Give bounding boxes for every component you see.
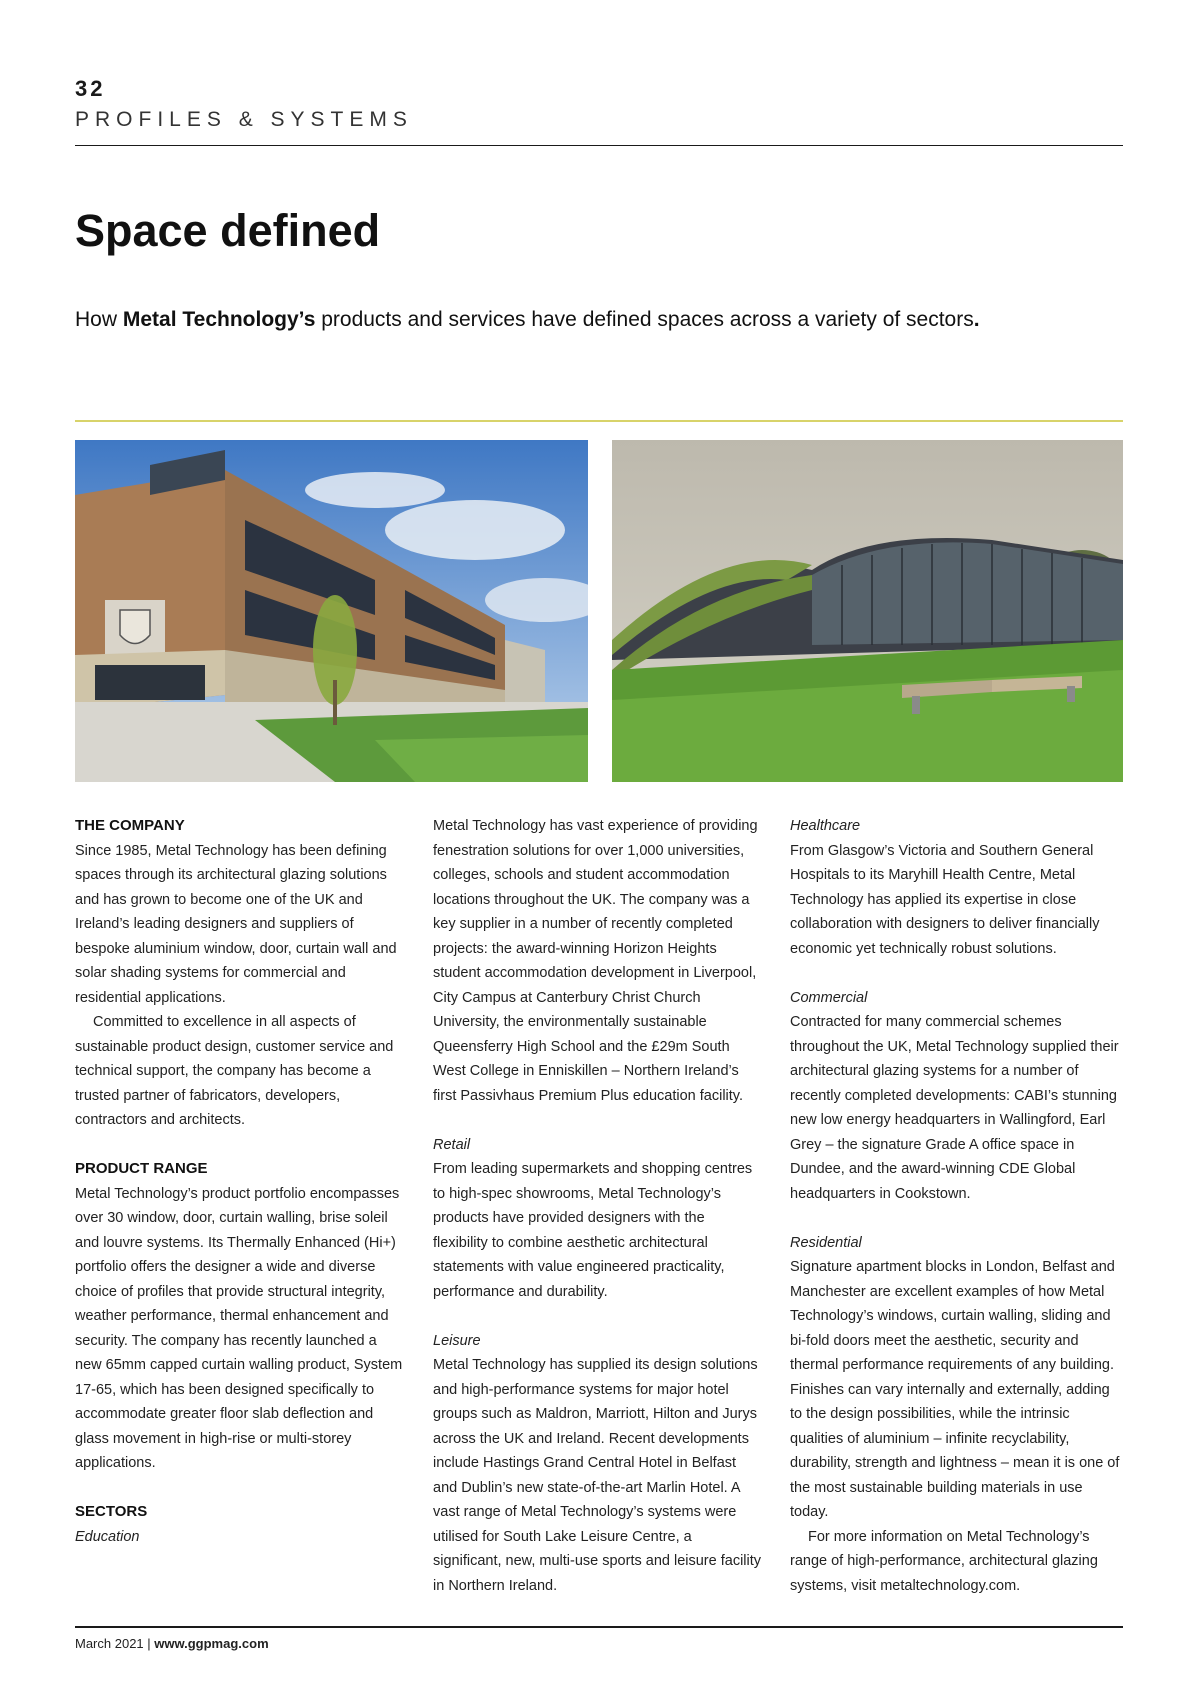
company-paragraph-1: Since 1985, Metal Technology has been defining spaces through its architectural glazing solutions and has grown to become one of the UK and Ireland’s leading designers and suppliers of bespoke aluminium window, door, curtain wall and solar shading systems for commercial and residential applications. (75, 842, 397, 1006)
residential-paragraph-1: Signature apartment blocks in London, Belfast and Manchester are excellent examples of how Metal Technology’s windows, curtain walling, sliding and bi-fold doors meet the aesthetic, security and thermal performance requirements of any building. Finishes can vary internally and externally, adding to the design possibilities, while the intrinsic qualities of aluminium – infinite recyclability, durability, strength and lightness – mean it is one of the most sustainable building materials in use today. (790, 1259, 1120, 1520)
healthcare-paragraph: From Glasgow’s Victoria and Southern General Hospitals to its Maryhill Health Centre, Metal Technology has applied its expertise in close collaboration with designers to deliver financially economic yet technically robust solutions. (790, 842, 1100, 957)
residential-paragraph-2: For more information on Metal Technology’s range of high-performance, architectural glazing systems, visit metaltechnology.com. (790, 1528, 1098, 1594)
standfirst (75, 308, 1123, 332)
photo-education-building (75, 440, 588, 782)
accent-rule (75, 420, 1123, 422)
commercial-heading: Commercial (790, 989, 868, 1006)
standfirst-bold: Metal Technology’s (122, 308, 316, 331)
page-number: 32 (75, 76, 106, 101)
product-range-paragraph: Metal Technology’s product portfolio encompasses over 30 window, door, curtain walling, brise soleil and louvre systems. Its Thermally Enhanced (Hi+) portfolio offers the designer a wide and diverse choice of profiles that provide structural integrity, weather performance, thermal enhancement and security. The company has recently launched a new 65mm capped curtain walling product, System 17-65, which has been designed specifically to accommodate greater floor slab deflection and glass movement in high-rise or multi-storey applications. (75, 1185, 403, 1471)
footer-date: March 2021 (75, 1636, 144, 1651)
footer-rule (75, 1626, 1123, 1628)
standfirst-post: products and services have defined spaces across a variety of sectors (315, 308, 974, 331)
footer-separator: | (143, 1636, 155, 1651)
leisure-paragraph: Metal Technology has supplied its design solutions and high-performance systems for major hotel groups such as Maldron, Marriott, Hilton and Jurys across the UK and Ireland. Recent developments include Hastings Grand Central Hotel in Belfast and Dublin’s new state-of-the-art Marlin Hotel. A vast range of Metal Technology’s systems were utilised for South Lake Leisure Centre, a significant, new, multi-use sports and leisure facility in Northern Ireland. (433, 1357, 762, 1594)
photo-green-roof-building (612, 440, 1123, 782)
sectors-heading: SECTORS (75, 1503, 148, 1520)
footer (75, 1636, 269, 1651)
page-title: Space defined (75, 205, 381, 256)
retail-paragraph: From leading supermarkets and shopping centres to high-spec showrooms, Metal Technology’s products have provided designers with the flexibility to combine aesthetic architectural statements with value engineered practicality, performance and durability. (433, 1161, 753, 1300)
section-label: PROFILES & SYSTEMS (75, 108, 413, 131)
commercial-paragraph: Contracted for many commercial schemes throughout the UK, Metal Technology supplied their architectural glazing systems for a number of recently completed developments: CABI’s stunning new low energy headquarters in Wallingford, Earl Grey – the signature Grade A office space in Dundee, and the award-winning CDE Global headquarters in Cookstown. (790, 1014, 1119, 1202)
building-illustration-left (75, 440, 588, 782)
education-paragraph: Metal Technology has vast experience of providing fenestration solutions for over 1,000 universities, colleges, schools and student accommodation locations throughout the UK. The company was a key supplier in a number of recently completed projects: the award-winning Horizon Heights student accommodation development in Liverpool, City Campus at Canterbury Christ Church University, the environmentally sustainable Queensferry High School and the £29m South West College in Enniskillen – Northern Ireland’s first Passivhaus Premium Plus education facility. (433, 818, 758, 1104)
education-heading: Education (75, 1528, 140, 1545)
residential-heading: Residential (790, 1234, 862, 1251)
company-heading: THE COMPANY (75, 817, 185, 834)
product-range-heading: PRODUCT RANGE (75, 1160, 208, 1177)
text-column-3 (790, 814, 1123, 1598)
company-paragraph-2: Committed to excellence in all aspects of sustainable product design, customer service and technical support, the company has become a trusted partner of fabricators, developers, contractors and architects. (75, 1014, 394, 1128)
retail-heading: Retail (433, 1136, 471, 1153)
text-column-1 (75, 814, 405, 1549)
footer-url[interactable]: www.ggpmag.com (154, 1636, 269, 1651)
text-column-2 (433, 814, 763, 1598)
building-illustration-right (612, 440, 1123, 782)
header-rule (75, 145, 1123, 146)
healthcare-heading: Healthcare (790, 818, 861, 834)
leisure-heading: Leisure (433, 1332, 481, 1349)
standfirst-pre: How (75, 308, 123, 331)
standfirst-end: . (973, 308, 980, 331)
